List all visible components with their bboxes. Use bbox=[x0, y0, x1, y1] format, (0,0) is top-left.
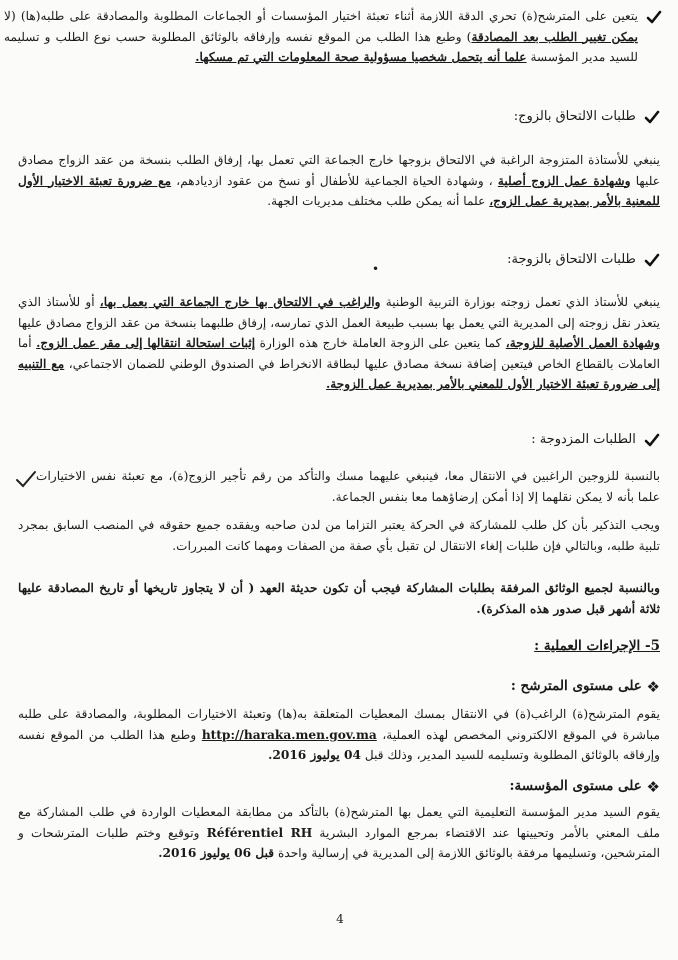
section-wife-heading bbox=[360, 250, 660, 270]
wife-bold-impossibility: إثبات استحالة انتقالها إلى مقر عمل الزوج. bbox=[36, 336, 256, 350]
handwritten-check-icon bbox=[14, 468, 38, 492]
husband-bold-first-choice: مع ضرورة تعبئة الاختيار الأول للمعنية بالأمر بمديرية عمل الزوج، bbox=[18, 173, 660, 208]
wife-bold-transfer: والراغب في الالتحاق بها خارج الجماعة التي يعمل بها، bbox=[99, 295, 381, 309]
candidate-text-1: يقوم المترشح(ة) الراغب(ة) في الانتقال بمسك المعطيات المتعلقة به(ها) وتعبئة الاختيارات المطلوبة، والمصادقة على طلبه مباشرة في الموقع الالكتروني المخصص لهذه العملية، bbox=[18, 707, 661, 742]
procedures-heading bbox=[360, 636, 660, 656]
section-wife-body bbox=[18, 292, 660, 395]
institution-level-title: على مستوى المؤسسة: bbox=[509, 778, 642, 794]
four-diamond-bullet-icon: ❖ bbox=[646, 777, 660, 796]
intro-bold-responsibility: علما أنه يتحمل شخصيا مسؤولية صحة المعلومات التي تم مسكها. bbox=[195, 50, 527, 64]
institution-level-body bbox=[18, 802, 660, 864]
wife-bold-certificate: وشهادة العمل الأصلية للزوجة، bbox=[505, 336, 660, 350]
page-number: 4 bbox=[336, 912, 344, 926]
checkmark-icon bbox=[646, 6, 662, 27]
referentiel-rh: Référentiel RH bbox=[206, 825, 313, 840]
wife-text-4: أما العاملات بالقطاع الخاص فيتعين إضافة نسخة مصادق عليها لبطاقة الانخراط في الصندوق الوطني للضمان الاجتماعي، bbox=[18, 336, 660, 371]
wife-text-3: كما يتعين على الزوجة العاملة خارج هذه الوزارة bbox=[255, 336, 506, 350]
section-husband-title: طلبات الالتحاق بالزوج: bbox=[513, 109, 636, 124]
checkmark-icon bbox=[644, 109, 660, 125]
intro-text-middle: ) وطبع هذا الطلب من الموقع نفسه وإرفاقه بالوثائق المطلوبة حسب نوع الطلب و تسليمه للسيد مدير المؤسسة bbox=[4, 29, 638, 64]
checkmark-icon bbox=[644, 252, 660, 268]
ink-dot: • bbox=[372, 262, 380, 276]
candidate-deadline: 04 يوليوز 2016. bbox=[268, 748, 361, 762]
candidate-level-title: على مستوى المترشح : bbox=[510, 678, 642, 694]
husband-bold-certificate: وشهادة عمل الزوج أصلية bbox=[497, 173, 631, 188]
institution-text-2: وتوقيع وختم طلبات المترشحات و المترشحين، وتسليمها مرفقة بالوثائق اللازمة إلى المديرية في إرسالية واحدة bbox=[18, 825, 660, 860]
institution-level-heading bbox=[360, 776, 660, 796]
institution-text-1: يقوم السيد مدير المؤسسة التعليمية التي يعمل بها المترشح(ة) بالتأكد من مطابقة المعطيات الواردة في طلب المشاركة مع ملف المعني بالأمر وتحيينها عند الاقتضاء بمرجع الموارد البشرية bbox=[18, 805, 660, 840]
haraka-link[interactable]: http://haraka.men.gov.ma bbox=[201, 727, 377, 742]
section-husband-body bbox=[18, 150, 660, 212]
dual-paragraph-2: ويجب التذكير بأن كل طلب للمشاركة في الحركة يعتبر التزاما من لدن صاحبه ويفقده جميع حقوقه في المنصب السابق بمجرد تلبية طلبه، وبالتالي فإن طلبات إلغاء الانتقال لن تقبل بأي صفة من الصفات ومهما كانت المبررات. bbox=[18, 518, 660, 553]
husband-text-1: ينبغي للأستاذة المتزوجة الراغبة في الالتحاق بزوجها خارج الجماعة التي تعمل بها، إرفاق الطلب بنسخة من عقد الزواج مصادق عليها bbox=[18, 153, 661, 188]
husband-text-2: ، وشهادة الحياة الجماعية للأطفال أو نسخ من عقود ازديادهم، bbox=[171, 173, 498, 188]
intro-text: يتعين على المترشح(ة) تحري الدقة اللازمة أثناء تعبئة اختيار المؤسسات أو الجماعات المطلوبة والمصادقة على طلبه(ها) (لا bbox=[4, 9, 638, 23]
institution-deadline: قبل 06 يوليوز 2016. bbox=[158, 846, 275, 860]
wife-text-2: أو للأستاذ الذي يتعذر نقل زوجته إلى المديرية التي يعمل بها بسبب طبيعة العمل الذي تمارسه، إرفاق طلبهما بنسخة من عقد الزواج مصادق عليها bbox=[18, 295, 660, 330]
four-diamond-bullet-icon: ❖ bbox=[646, 677, 660, 696]
section-dual-heading bbox=[360, 430, 660, 450]
candidate-level-heading bbox=[360, 676, 660, 696]
candidate-level-body bbox=[18, 704, 660, 766]
dual-paragraph-1: بالنسبة للزوجين الراغبين في الانتقال معا، فينبغي عليهما مسك والتأكد من رقم تأجير الزوج(ة)، مع تعبئة نفس الاختيارات علما بأنه لا يمكن نقلهما إلا إذا أمكن إرضاؤهما معا بنفس الجماعة. bbox=[36, 469, 660, 504]
husband-text-3: علما أنه يمكن طلب مختلف مديريات الجهة. bbox=[267, 194, 490, 208]
checkmark-icon bbox=[644, 432, 660, 448]
intro-paragraph bbox=[4, 6, 662, 68]
section-husband-heading bbox=[360, 107, 660, 127]
procedures-title: 5- الإجراءات العملية : bbox=[534, 638, 660, 654]
dual-paragraph-3: وبالنسبة لجميع الوثائق المرفقة بطلبات المشاركة فيجب أن تكون حديثة العهد ( أن لا يتجاوز تاريخها أو تاريخ المصادقة عليها ثلاثة أشهر قبل صدور هذه المذكرة). bbox=[18, 581, 660, 616]
wife-bold-first-choice: مع التنبيه إلى ضرورة تعبئة الاختيار الأول للمعني بالأمر بمديرية عمل الزوجة. bbox=[18, 356, 660, 391]
wife-text-1: ينبغي للأستاذ الذي تعمل زوجته بوزارة التربية الوطنية bbox=[380, 295, 661, 309]
intro-bold-no-change: يمكن تغيير الطلب بعد المصادقة bbox=[471, 29, 638, 44]
section-wife-title: طلبات الالتحاق بالزوجة: bbox=[507, 252, 636, 267]
section-dual-title: الطلبات المزدوجة : bbox=[531, 432, 636, 447]
candidate-text-2: وطبع هذا الطلب من الموقع نفسه وإرفاقه بالوثائق المطلوبة وتسليمه للسيد المدير، وذلك قبل bbox=[18, 727, 660, 762]
